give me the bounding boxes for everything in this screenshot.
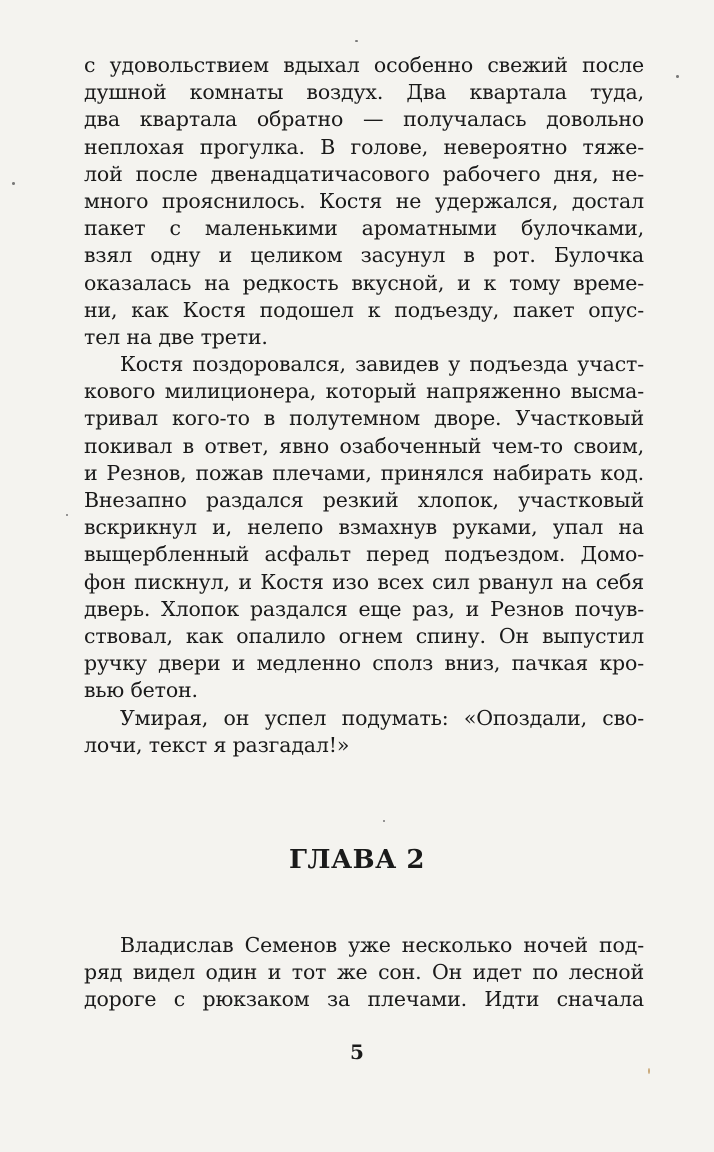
- text-line: много прояснилось. Костя не удержался, достал: [84, 188, 644, 213]
- text-line: Костя поздоровался, завидев у подъезда участ-: [120, 352, 644, 377]
- text-line: неплохая прогулка. В голове, невероятно тяже-: [84, 134, 644, 159]
- text-line: Владислав Семенов уже несколько ночей под-: [120, 933, 644, 957]
- text-body: [84, 52, 644, 759]
- scan-speck: [676, 75, 679, 78]
- chapter-paragraph: [84, 932, 644, 1014]
- text-line: и Резнов, пожав плечами, принялся набирать код.: [84, 460, 644, 485]
- text-line: ни, как Костя подошел к подъезду, пакет опус-: [84, 297, 644, 322]
- text-line: Внезапно раздался резкий хлопок, участковый: [84, 488, 644, 512]
- text-line: тривал кого-то в полутемном дворе. Участковый: [84, 406, 644, 431]
- text-line: ручку двери и медленно сполз вниз, пачкая кро-: [84, 651, 644, 676]
- text-line: лой после двенадцатичасового рабочего дня, не-: [84, 161, 644, 186]
- text-line: ряд видел один и тот же сон. Он идет по лесной: [84, 960, 644, 985]
- text-line: с удовольствием вдыхал особенно свежий после: [84, 53, 644, 77]
- chapter-heading: ГЛАВА 2: [289, 845, 425, 875]
- scan-speck: [355, 40, 358, 42]
- text-line: ствовал, как опалило огнем спину. Он выпустил: [84, 623, 644, 648]
- text-line: два квартала обратно — получалась довольно: [84, 107, 644, 132]
- text-line: лочи, текст я разгадал!»: [84, 732, 350, 757]
- text-line: Умирая, он успел подумать: «Опоздали, сво-: [120, 705, 644, 730]
- text-line: дверь. Хлопок раздался еще раз, и Резнов почув-: [84, 596, 644, 621]
- text-line: покивал в ответ, явно озабоченный чем-то своим,: [84, 433, 644, 458]
- text-line: пакет с маленькими ароматными булочками,: [84, 216, 644, 241]
- text-line: кового милиционера, который напряженно высма-: [84, 379, 644, 404]
- scan-speck: [12, 182, 15, 185]
- text-line: оказалась на редкость вкусной, и к тому време-: [84, 270, 644, 295]
- paragraph: [84, 351, 644, 704]
- text-line: вскрикнул и, нелепо взмахнув руками, упал на: [84, 515, 644, 540]
- text-line: выщербленный асфальт перед подъездом. Домо-: [84, 542, 644, 567]
- page-number: 5: [350, 1040, 364, 1064]
- text-line: взял одну и целиком засунул в рот. Булочка: [84, 243, 644, 268]
- text-line: душной комнаты воздух. Два квартала туда,: [84, 80, 644, 105]
- text-line: фон пискнул, и Костя изо всех сил рванул на себя: [84, 569, 644, 594]
- text-line: тел на две трети.: [84, 324, 268, 349]
- scan-speck: [648, 1068, 650, 1074]
- text-line: дороге с рюкзаком за плечами. Идти сначала: [84, 987, 644, 1012]
- scan-speck: [66, 514, 68, 516]
- paragraph: [84, 705, 644, 759]
- scan-speck: [383, 820, 385, 822]
- text-line: вью бетон.: [84, 678, 198, 703]
- paragraph: [84, 52, 644, 351]
